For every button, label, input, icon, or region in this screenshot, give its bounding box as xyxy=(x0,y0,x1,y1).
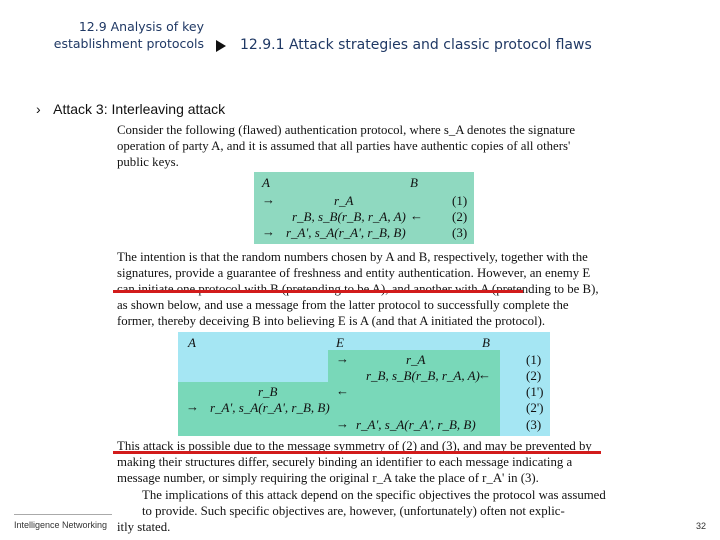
message-text: r_B, s_B(r_B, r_A, A) xyxy=(292,209,406,224)
message-text: r_A xyxy=(406,352,426,367)
arrow-right-icon: → xyxy=(336,351,349,366)
section-heading-line2: establishment protocols xyxy=(53,36,204,51)
arrow-right-icon: → xyxy=(336,416,349,431)
party-e-label: E xyxy=(336,335,344,350)
arrow-right-icon: → xyxy=(262,224,275,239)
section-heading-line1: 12.9 Analysis of key xyxy=(78,19,204,34)
red-underline xyxy=(113,451,601,454)
arrow-left-icon: ← xyxy=(336,383,349,398)
step-number: (2) xyxy=(452,209,468,224)
implications-paragraph-end: itly stated. xyxy=(117,520,171,534)
step-number: (2) xyxy=(526,368,542,383)
arrow-left-icon: ← xyxy=(478,367,491,382)
message-text: r_A', s_A(r_A', r_B, B) xyxy=(356,417,476,432)
bullet-item xyxy=(36,101,225,117)
intro-paragraph: Consider the following (flawed) authentication protocol, where s_A denotes the signature operation of party A, and it is assumed that all parties have authentic copies of all others' public keys. xyxy=(117,123,576,169)
message-text: r_A xyxy=(334,193,354,208)
attack-protocol-table xyxy=(178,332,550,436)
arrow-right-icon: → xyxy=(186,399,199,414)
red-underline xyxy=(113,290,523,293)
footer-text: Intelligence Networking xyxy=(14,520,108,530)
footer-divider xyxy=(14,514,112,515)
step-number: (3) xyxy=(526,417,542,432)
play-arrow-icon xyxy=(216,40,226,52)
bullet-text: Attack 3: Interleaving attack xyxy=(53,101,226,117)
party-b-label: B xyxy=(410,175,418,190)
message-text: r_B, s_B(r_B, r_A, A) xyxy=(366,368,480,383)
page-number: 32 xyxy=(695,521,706,531)
step-number: (1') xyxy=(526,384,544,399)
chevron-right-icon: › xyxy=(36,101,41,117)
step-number: (2') xyxy=(526,400,544,415)
party-a-label: A xyxy=(262,175,270,190)
attack-description-paragraph: The intention is that the random numbers chosen by A and B, respectively, together with the signatures, provide a guarantee of freshness and entity authentication. However, an enemy E can initiate one protocol with B (pretending to be A), and another with A (pretending to be B), as shown below, and use a message from the latter protocol to successfully complete the former, thereby deceiving B into believing E is A (and that A initiated the protocol). xyxy=(117,250,599,328)
prevention-paragraph: This attack is possible due to the message symmetry of (2) and (3), and may be prevented by making their structures differ, securely binding an identifier to each message indicating a message number, or simply requiring the original r_A take the place of r_A' in (3). xyxy=(117,439,592,485)
section-heading xyxy=(30,18,204,52)
message-text: r_A', s_A(r_A', r_B, B) xyxy=(286,225,406,240)
implications-paragraph: The implications of this attack depend on the specific objectives the protocol was assumed to provide. Such specific objectives are, however, (unfortunately) often not explic- xyxy=(142,488,606,518)
slide-title: 12.9.1 Attack strategies and classic protocol flaws xyxy=(240,37,592,53)
protocol-table xyxy=(254,172,474,244)
arrow-right-icon: → xyxy=(262,192,275,207)
message-text: r_B xyxy=(258,384,278,399)
step-number: (3) xyxy=(452,225,468,240)
step-number: (1) xyxy=(526,352,542,367)
step-number: (1) xyxy=(452,193,468,208)
arrow-left-icon: ← xyxy=(410,208,423,223)
party-b-label: B xyxy=(482,335,490,350)
party-a-label: A xyxy=(188,335,196,350)
message-text: r_A', s_A(r_A', r_B, B) xyxy=(210,400,330,415)
